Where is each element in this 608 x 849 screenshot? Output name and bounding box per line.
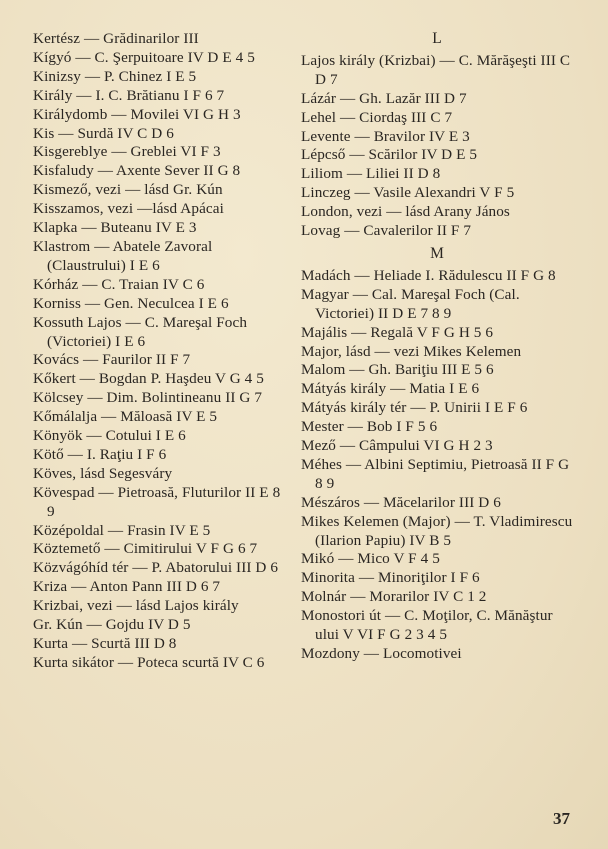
street-entry: Mester — Bob I F 5 6 <box>301 418 438 436</box>
street-entry: Lajos király (Krizbai) — C. Mărăşeşti III C D 7 <box>301 51 571 88</box>
street-entry: Kisgereblye — Greblei VI F 3 <box>33 143 221 161</box>
street-entry: Könyök — Cotului I E 6 <box>33 427 186 445</box>
street-entry: Kölcsey — Dim. Bolintineanu II G 7 <box>33 389 263 407</box>
street-entry: Köztemető — Cimitirului V F G 6 7 <box>33 540 258 558</box>
street-entry: Kossuth Lajos — C. Mareşal Foch (Victoriei) I E 6 <box>33 313 248 350</box>
street-entry: Kertész — Grădinarilor III <box>33 30 199 47</box>
street-entry: Királydomb — Movilei VI G H 3 <box>33 105 241 123</box>
street-entry: Mátyás király tér — P. Unirii I E F 6 <box>301 399 528 417</box>
street-entry: Malom — Gh. Bariţiu III E 5 6 <box>301 361 494 379</box>
street-entry: Klapka — Buteanu IV E 3 <box>33 219 197 237</box>
street-entry: Köves, lásd Segesváry <box>33 464 173 482</box>
street-entry: Liliom — Liliei II D 8 <box>301 165 441 183</box>
street-entry: Levente — Bravilor IV E 3 <box>301 127 470 145</box>
street-entry: Mészáros — Măcelarilor III D 6 <box>301 493 501 511</box>
section-heading-l: L <box>432 30 442 47</box>
street-entry: Kötő — I. Raţiu I F 6 <box>33 445 167 463</box>
street-entry: Méhes — Albini Septimiu, Pietroasă II F G 8 9 <box>301 455 570 492</box>
street-entry: Mozdony — Locomotivei <box>301 645 462 662</box>
street-entry: Kövespad — Pietroasă, Fluturilor II E 8 9 <box>33 483 281 520</box>
street-entry: Lépcső — Scărilor IV D E 5 <box>301 146 478 164</box>
street-entry: Király — I. C. Brătianu I F 6 7 <box>33 86 225 104</box>
street-entry: Krizbai, vezi — lásd Lajos király <box>33 597 239 615</box>
street-entry: Kinizsy — P. Chinez I E 5 <box>33 67 197 85</box>
street-entry: Kőmálalja — Măloasă IV E 5 <box>33 408 218 426</box>
street-entry: Gr. Kún — Gojdu IV D 5 <box>33 616 191 634</box>
street-entry: Mikó — Mico V F 4 5 <box>301 550 440 568</box>
right-column <box>301 30 573 664</box>
street-entry: Mező — Câmpului VI G H 2 3 <box>301 437 493 455</box>
page-number: 37 <box>553 809 570 828</box>
street-entry: Kisszamos, vezi —lásd Apácai <box>33 200 224 218</box>
street-entry: London, vezi — lásd Arany János <box>301 203 510 221</box>
left-column <box>33 30 291 673</box>
street-entry: Közvágóhíd tér — P. Abatorului III D 6 <box>33 559 279 577</box>
street-entry: Kis — Surdă IV C D 6 <box>33 124 174 142</box>
street-entry: Lehel — Ciordaş III C 7 <box>301 108 453 126</box>
street-entry: Magyar — Cal. Mareşal Foch (Cal. Victoriei) II D E 7 8 9 <box>301 285 520 322</box>
street-entry: Mátyás király — Matia I E 6 <box>301 380 480 398</box>
street-entry: Kórház — C. Traian IV C 6 <box>33 275 205 293</box>
street-entry: Kisfaludy — Axente Sever II G 8 <box>33 162 241 180</box>
street-entry: Kismező, vezi — lásd Gr. Kún <box>33 181 223 199</box>
street-entry: Kriza — Anton Pann III D 6 7 <box>33 578 221 596</box>
street-entry: Középoldal — Frasin IV E 5 <box>33 521 211 539</box>
street-entry: Minorita — Minoriţilor I F 6 <box>301 569 480 587</box>
street-entry: Molnár — Morarilor IV C 1 2 <box>301 588 487 606</box>
street-entry: Kígyó — C. Şerpuitoare IV D E 4 5 <box>33 48 255 66</box>
section-heading-m: M <box>430 244 444 262</box>
street-entry: Madách — Heliade I. Rădulescu II F G 8 <box>301 266 556 284</box>
street-entry: Lázár — Gh. Lazăr III D 7 <box>301 89 467 107</box>
street-entry: Lovag — Cavalerilor II F 7 <box>301 222 472 240</box>
street-entry: Mikes Kelemen (Major) — T. Vladimirescu (Ilarion Papiu) IV B 5 <box>301 512 573 549</box>
street-entry: Klastrom — Abatele Zavoral (Claustrului) I E 6 <box>33 237 213 274</box>
street-entry: Major, lásd — vezi Mikes Kelemen <box>301 342 522 360</box>
street-entry: Monostori út — C. Moţilor, C. Mănăştur ului V VI F G 2 3 4 5 <box>301 607 553 644</box>
street-entry: Kőkert — Bogdan P. Haşdeu V G 4 5 <box>33 370 264 388</box>
street-entry: Kurta sikátor — Poteca scurtă IV C 6 <box>33 653 265 671</box>
street-entry: Linczeg — Vasile Alexandri V F 5 <box>301 184 515 202</box>
street-entry: Korniss — Gen. Neculcea I E 6 <box>33 294 229 312</box>
street-entry: Kovács — Faurilor II F 7 <box>33 351 191 369</box>
street-entry: Kurta — Scurtă III D 8 <box>33 635 177 652</box>
street-entry: Majális — Regală V F G H 5 6 <box>301 323 494 341</box>
